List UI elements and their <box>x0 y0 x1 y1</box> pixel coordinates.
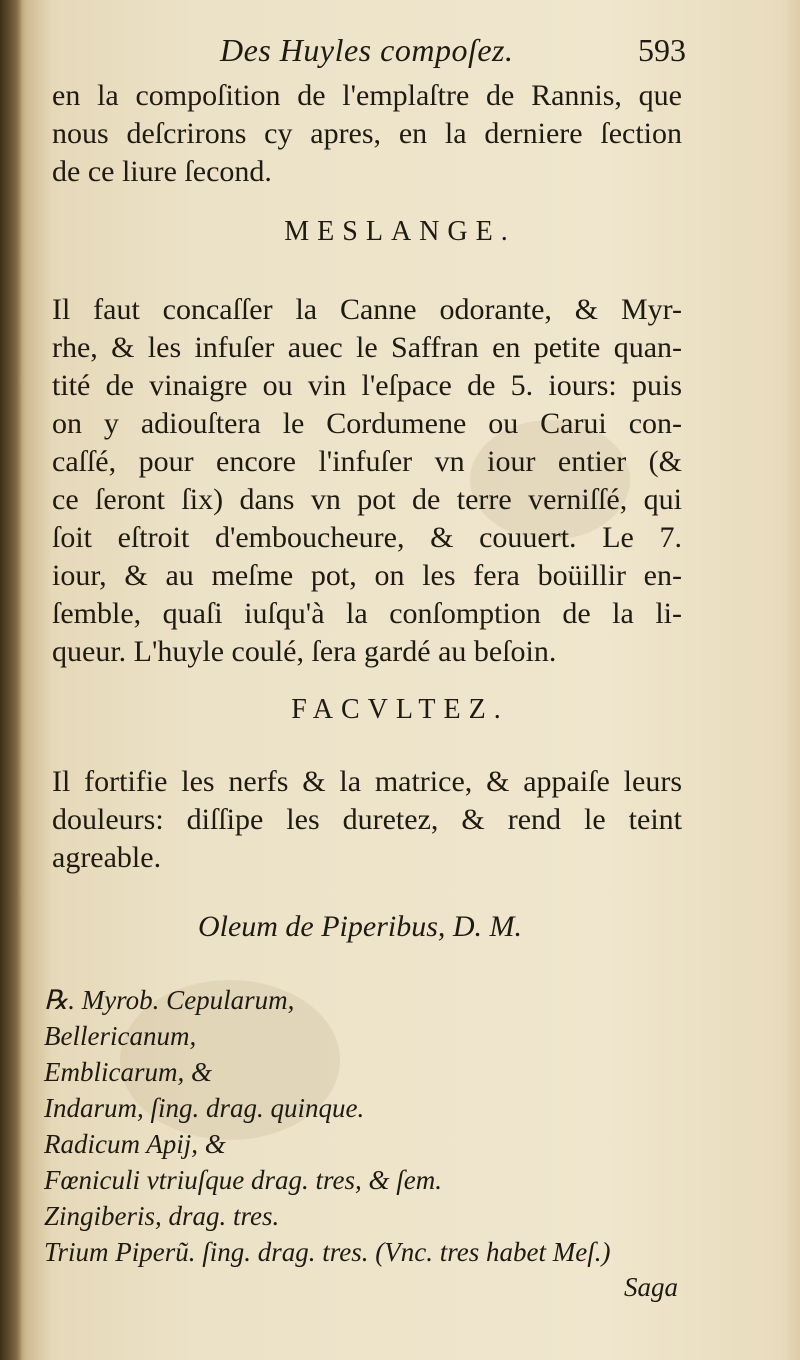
text-line: queur. L'huyle coulé, ſera gardé au beſoin. <box>52 635 557 668</box>
text-line: Il faut concaſſer la Canne odorante, & Myr- <box>52 293 682 326</box>
text-line: ſemble, quaſi iuſqu'à la conſomption de la li- <box>52 597 682 630</box>
ingredient-line: Bellericanum, <box>44 1021 197 1051</box>
text-line: en la compoſition de l'emplaſtre de Rannis, que <box>52 79 682 112</box>
page-header <box>210 28 690 78</box>
formula-title: Oleum de Piperibus, D. M. <box>197 910 523 943</box>
text-line: ſoit eſtroit d'emboucheure, & couuert. Le 7. <box>52 521 682 554</box>
text-line: iour, & au meſme pot, on les fera boüillir en- <box>52 559 682 592</box>
text-line: caſſé, pour encore l'infuſer vn iour entier (& <box>52 445 682 478</box>
text-line: douleurs: diſſipe les duretez, & rend le teint <box>52 803 682 836</box>
ingredient-line: ℞. Myrob. Cepularum, <box>44 985 295 1015</box>
ingredient-line: Indarum, ſing. drag. quinque. <box>44 1093 365 1123</box>
text-line: ce ſeront ſix) dans vn pot de terre verniſſé, qui <box>52 483 682 516</box>
text-line: de ce liure ſecond. <box>52 155 272 188</box>
section-heading-meslange: MESLANGE. <box>284 216 516 247</box>
text-line: nous deſcrirons cy apres, en la derniere ſection <box>52 117 682 150</box>
text-line: tité de vinaigre ou vin l'eſpace de 5. iours: puis <box>52 369 682 402</box>
text-line: on y adiouſtera le Cordumene ou Carui con- <box>52 407 682 440</box>
page-number: 593 <box>638 32 686 68</box>
ingredient-line: Emblicarum, & <box>44 1057 212 1087</box>
ingredient-line: Zingiberis, drag. tres. <box>44 1201 280 1231</box>
ingredient-line: Radicum Apij, & <box>44 1129 226 1159</box>
ingredient-line: Trium Piperũ. ſing. drag. tres. (Vnc. tres habet Meſ.) <box>44 1237 611 1267</box>
catchword: Saga <box>624 1272 678 1302</box>
book-spine <box>0 0 22 1360</box>
text-line: agreable. <box>52 841 162 874</box>
text-line: Il fortifie les nerfs & la matrice, & appaiſe leurs <box>52 765 682 798</box>
running-title: Des Huyles compoſez. <box>220 32 514 68</box>
text-line: rhe, & les infuſer auec le Saffran en petite quan- <box>52 331 682 364</box>
ingredient-line: Fœniculi vtriuſque drag. tres, & ſem. <box>44 1165 442 1195</box>
section-heading-facultez: FACVLTEZ. <box>291 694 509 725</box>
